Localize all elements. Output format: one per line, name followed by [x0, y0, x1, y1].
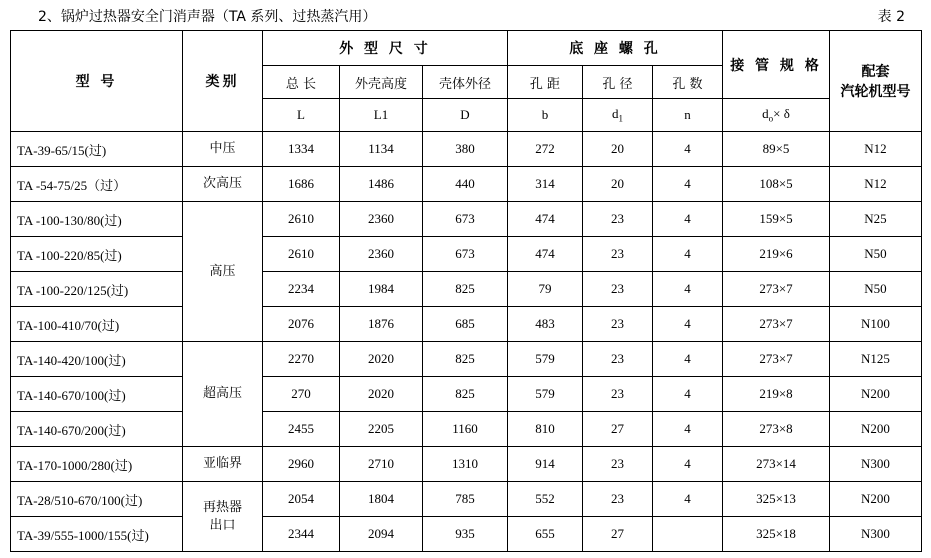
table-row [11, 202, 922, 237]
cell-n: 4 [653, 342, 723, 377]
cell-category: 高压 [183, 202, 263, 342]
symbol-d1-sub: 1 [618, 113, 623, 124]
cell-pipe: 108×5 [723, 167, 830, 202]
cell-b: 552 [508, 482, 583, 517]
header-total-length: 总 长 [263, 66, 340, 99]
cell-category: 超高压 [183, 342, 263, 447]
cell-turbine: N50 [830, 237, 922, 272]
cell-d1: 23 [583, 482, 653, 517]
cell-model: TA-39/555-1000/155(过) [11, 517, 183, 552]
cell-d1: 23 [583, 377, 653, 412]
cell-L1: 2020 [340, 377, 423, 412]
table-row [11, 167, 922, 202]
cell-L1: 2360 [340, 237, 423, 272]
cell-L: 2344 [263, 517, 340, 552]
table-row [11, 132, 922, 167]
header-turbine [830, 31, 922, 132]
header-dimensions: 外 型 尺 寸 [263, 31, 508, 66]
cell-D: 825 [423, 272, 508, 307]
cell-model: TA -100-220/125(过) [11, 272, 183, 307]
cell-b: 79 [508, 272, 583, 307]
header-symbol-b: b [508, 99, 583, 132]
header-category: 类别 [183, 31, 263, 132]
cell-b: 314 [508, 167, 583, 202]
cell-L1: 1984 [340, 272, 423, 307]
cell-model: TA -100-220/85(过) [11, 237, 183, 272]
cell-n: 4 [653, 237, 723, 272]
cell-category: 次高压 [183, 167, 263, 202]
table-row [11, 272, 922, 307]
cell-L1: 2360 [340, 202, 423, 237]
cell-category: 中压 [183, 132, 263, 167]
cell-D: 825 [423, 377, 508, 412]
table-number: 表 2 [877, 9, 905, 25]
cell-L1: 2205 [340, 412, 423, 447]
cell-d1: 27 [583, 517, 653, 552]
cell-b: 914 [508, 447, 583, 482]
cell-turbine: N12 [830, 167, 922, 202]
cell-pipe: 159×5 [723, 202, 830, 237]
cell-b: 579 [508, 377, 583, 412]
cell-n: 4 [653, 132, 723, 167]
cell-D: 825 [423, 342, 508, 377]
table-row [11, 377, 922, 412]
cell-turbine: N200 [830, 482, 922, 517]
header-shell-diameter: 壳体外径 [423, 66, 508, 99]
table-row [11, 237, 922, 272]
cell-turbine: N125 [830, 342, 922, 377]
header-turbine-line1: 配套 [861, 64, 890, 80]
cell-d1: 23 [583, 342, 653, 377]
header-hole-diameter: 孔 径 [583, 66, 653, 99]
cell-model: TA-100-410/70(过) [11, 307, 183, 342]
symbol-pipe-sub: o [768, 113, 774, 124]
cell-n: 4 [653, 272, 723, 307]
cell-n: 4 [653, 167, 723, 202]
cell-d1: 20 [583, 167, 653, 202]
cell-turbine: N200 [830, 412, 922, 447]
cell-L1: 1804 [340, 482, 423, 517]
symbol-pipe-base: d [762, 106, 769, 122]
cell-D: 1160 [423, 412, 508, 447]
cell-L: 2076 [263, 307, 340, 342]
cell-pipe: 273×7 [723, 272, 830, 307]
cell-d1: 23 [583, 307, 653, 342]
header-hole-pitch: 孔 距 [508, 66, 583, 99]
cell-L1: 1486 [340, 167, 423, 202]
cell-model: TA-170-1000/280(过) [11, 447, 183, 482]
cell-L: 1334 [263, 132, 340, 167]
cell-turbine: N300 [830, 517, 922, 552]
table-row [11, 342, 922, 377]
cell-L: 2610 [263, 202, 340, 237]
cell-D: 380 [423, 132, 508, 167]
cell-model: TA-140-420/100(过) [11, 342, 183, 377]
header-model: 型 号 [11, 31, 183, 132]
cell-L1: 2094 [340, 517, 423, 552]
header-pipe-spec: 接 管 规 格 [723, 31, 830, 99]
cell-L: 2610 [263, 237, 340, 272]
symbol-d1-base: d [612, 106, 619, 122]
cell-L: 2455 [263, 412, 340, 447]
table-row [11, 447, 922, 482]
cell-L: 2960 [263, 447, 340, 482]
cell-model: TA-140-670/200(过) [11, 412, 183, 447]
category-reheat-line2: 出口 [209, 517, 236, 533]
cell-turbine: N50 [830, 272, 922, 307]
header-symbol-n: n [653, 99, 723, 132]
header-symbol-L1: L1 [340, 99, 423, 132]
cell-turbine: N12 [830, 132, 922, 167]
cell-D: 1310 [423, 447, 508, 482]
cell-pipe: 273×8 [723, 412, 830, 447]
header-symbol-pipe [723, 99, 830, 132]
header-turbine-line2: 汽轮机型号 [840, 84, 911, 100]
cell-L1: 1876 [340, 307, 423, 342]
cell-d1: 20 [583, 132, 653, 167]
cell-b: 483 [508, 307, 583, 342]
cell-category [183, 482, 263, 552]
cell-pipe: 273×14 [723, 447, 830, 482]
cell-category: 亚临界 [183, 447, 263, 482]
cell-b: 655 [508, 517, 583, 552]
table-row [11, 482, 922, 517]
header-symbol-d1 [583, 99, 653, 132]
cell-d1: 23 [583, 447, 653, 482]
category-reheat-line1: 再热器 [202, 499, 242, 515]
cell-L1: 1134 [340, 132, 423, 167]
cell-pipe: 273×7 [723, 342, 830, 377]
cell-model: TA-39-65/15(过) [11, 132, 183, 167]
cell-d1: 23 [583, 237, 653, 272]
cell-D: 673 [423, 202, 508, 237]
cell-D: 785 [423, 482, 508, 517]
cell-pipe: 325×13 [723, 482, 830, 517]
cell-turbine: N200 [830, 377, 922, 412]
cell-model: TA-140-670/100(过) [11, 377, 183, 412]
cell-D: 673 [423, 237, 508, 272]
cell-pipe: 273×7 [723, 307, 830, 342]
cell-L: 2270 [263, 342, 340, 377]
cell-turbine: N300 [830, 447, 922, 482]
cell-model: TA-28/510-670/100(过) [11, 482, 183, 517]
cell-L: 270 [263, 377, 340, 412]
table-row [11, 307, 922, 342]
cell-pipe: 219×8 [723, 377, 830, 412]
cell-b: 474 [508, 237, 583, 272]
cell-b: 474 [508, 202, 583, 237]
cell-L1: 2710 [340, 447, 423, 482]
cell-n: 4 [653, 447, 723, 482]
cell-b: 579 [508, 342, 583, 377]
cell-D: 935 [423, 517, 508, 552]
header-hole-count: 孔 数 [653, 66, 723, 99]
cell-pipe: 325×18 [723, 517, 830, 552]
cell-model: TA -54-75/25（过） [11, 167, 183, 202]
header-symbol-D: D [423, 99, 508, 132]
cell-b: 272 [508, 132, 583, 167]
cell-n: 4 [653, 377, 723, 412]
cell-pipe: 89×5 [723, 132, 830, 167]
cell-d1: 27 [583, 412, 653, 447]
cell-n: 4 [653, 202, 723, 237]
cell-model: TA -100-130/80(过) [11, 202, 183, 237]
cell-D: 685 [423, 307, 508, 342]
cell-d1: 23 [583, 202, 653, 237]
silencer-spec-table [10, 30, 922, 552]
cell-L: 1686 [263, 167, 340, 202]
header-symbol-L: L [263, 99, 340, 132]
cell-b: 810 [508, 412, 583, 447]
cell-D: 440 [423, 167, 508, 202]
cell-n: 4 [653, 307, 723, 342]
cell-L1: 2020 [340, 342, 423, 377]
cell-turbine: N100 [830, 307, 922, 342]
cell-turbine: N25 [830, 202, 922, 237]
cell-pipe: 219×6 [723, 237, 830, 272]
symbol-pipe-rest: × δ [773, 106, 790, 122]
table-row [11, 412, 922, 447]
cell-L: 2234 [263, 272, 340, 307]
table-row [11, 517, 922, 552]
header-base-holes: 底 座 螺 孔 [508, 31, 723, 66]
table-caption: 2、锅炉过热器安全门消声器（TA 系列、过热蒸汽用） [38, 9, 377, 25]
cell-d1: 23 [583, 272, 653, 307]
header-shell-height: 外壳高度 [340, 66, 423, 99]
cell-L: 2054 [263, 482, 340, 517]
cell-n: 4 [653, 412, 723, 447]
cell-n [653, 517, 723, 552]
cell-n: 4 [653, 482, 723, 517]
